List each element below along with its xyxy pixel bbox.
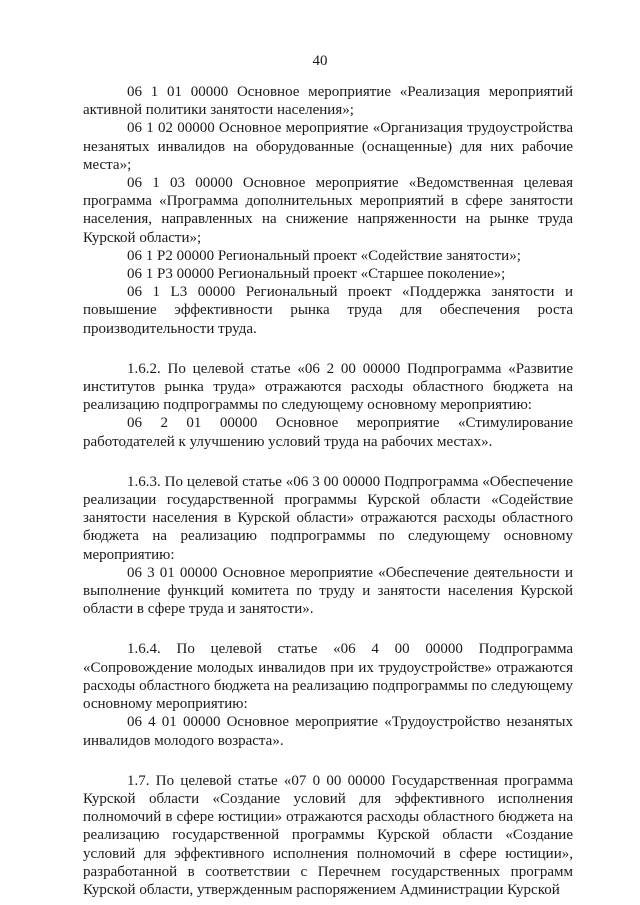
paragraph-1-6-2: 1.6.2. По целевой статье «06 2 00 00000 Подпрограмма «Развитие институтов рынка труда» отражаются расходы областного бюджета на реализацию подпрограммы по следующему основному мероприятию: — [83, 360, 573, 414]
section-gap — [83, 451, 573, 473]
paragraph-1-7: 1.7. По целевой статье «07 0 00 00000 Государственная программа Курской области «Создание условий для эффективного исполнения полномочий в сфере юстиции» отражаются расходы областного бюджета на реализацию государственной программы Курской области «Создание условий для эффективного исполнения полномочий в сфере юстиции», разработанной в соответствии с Перечнем государственных программ Курской области, утвержденным распоряжением Администрации Курской — [83, 772, 573, 898]
section-gap — [83, 750, 573, 772]
paragraph-06-1-p2: 06 1 P2 00000 Региональный проект «Содействие занятости»; — [127, 247, 521, 264]
paragraph-06-1-l3: 06 1 L3 00000 Региональный проект «Поддержка занятости и повышение эффективности рынка труда для обеспечения роста производительности труда. — [83, 284, 573, 337]
paragraph-1-6-3: 1.6.3. По целевой статье «06 3 00 00000 Подпрограмма «Обеспечение реализации государственной программы Курской области «Содействие занятости населения в Курской области» отражаются расходы областного бюджета на реализацию подпрограммы по следующему основному мероприятию: — [83, 473, 573, 563]
paragraph-06-3-01: 06 3 01 00000 Основное мероприятие «Обеспечение деятельности и выполнение функций комитета по труду и занятости населения Курской области в сфере труда и занятости». — [83, 564, 573, 618]
paragraph-06-1-03: 06 1 03 00000 Основное мероприятие «Ведомственная целевая программа «Программа дополнительных мероприятий в сфере занятости населения, направленных на снижение напряженности на рынке труда Курской области»; — [83, 175, 573, 246]
paragraph-06-4-01: 06 4 01 00000 Основное мероприятие «Трудоустройство незанятых инвалидов молодого возраста». — [83, 714, 573, 749]
paragraph-06-2-01: 06 2 01 00000 Основное мероприятие «Стимулирование работодателей к улучшению условий труда на рабочих местах». — [83, 415, 573, 450]
paragraph-1-6-4: 1.6.4. По целевой статье «06 4 00 00000 Подпрограмма «Сопровождение молодых инвалидов при их трудоустройстве» отражаются расходы областного бюджета на реализацию подпрограммы по следующему основному мероприятию: — [83, 641, 573, 713]
section-gap — [83, 618, 573, 640]
section-gap — [83, 338, 573, 360]
page-number: 40 — [312, 53, 328, 69]
paragraph-06-1-01: 06 1 01 00000 Основное мероприятие «Реализация мероприятий активной политики занятости населения»; — [83, 84, 573, 119]
paragraph-06-1-02: 06 1 02 00000 Основное мероприятие «Организация трудоустройства незанятых инвалидов на оборудованные (оснащенные) для них рабочие места»; — [83, 120, 573, 173]
paragraph-06-1-p3: 06 1 P3 00000 Региональный проект «Старшее поколение»; — [127, 266, 506, 283]
document-body — [83, 83, 573, 899]
